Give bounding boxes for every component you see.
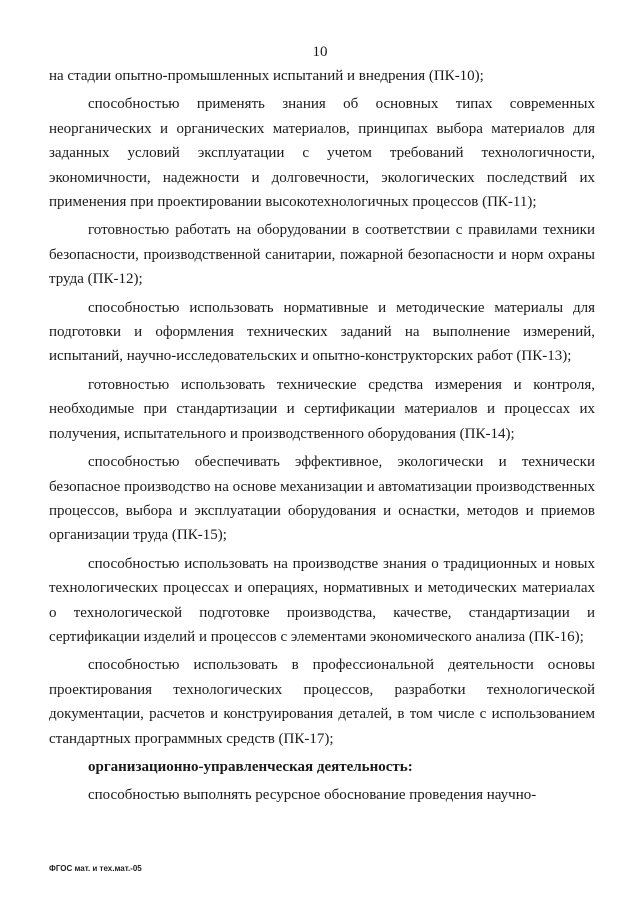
- document-body: [49, 64, 595, 808]
- paragraph-pk-16: способностью использовать на производстве знания о традиционных и новых технологических процессах и операциях, нормативных и методических материалах о технологической подготовке производства, качестве, стандартизации и сертификации изделий и процессов с элементами экономического анализа (ПК-16);: [49, 555, 595, 645]
- page-number: 10: [312, 44, 328, 60]
- paragraph-pk-14: готовностью использовать технические средства измерения и контроля, необходимые при стандартизации и сертификации материалов и процессах их получения, испытательного и производственного оборудования (ПК-14);: [49, 376, 595, 442]
- paragraph-pk-12: готовностью работать на оборудовании в соответствии с правилами техники безопасности, производственной санитарии, пожарной безопасности и норм охраны труда (ПК-12);: [49, 222, 595, 288]
- footer-label: ФГОС мат. и тех.мат.-05: [49, 864, 142, 873]
- paragraph-pk-17: способностью использовать в профессиональной деятельности основы проектирования технологических процессов, разработки технологической документации, расчетов и конструирования деталей, в том числе с использованием стандартных программных средств (ПК-17);: [49, 657, 595, 747]
- paragraph-continuation: на стадии опытно-промышленных испытаний и внедрения (ПК-10);: [49, 68, 484, 84]
- paragraph-pk-13: способностью использовать нормативные и методические материалы для подготовки и оформления технических заданий на выполнение измерений, испытаний, научно-исследовательских и опытно-конструкторских работ (ПК-13);: [49, 299, 595, 365]
- paragraph-pk-11: способностью применять знания об основных типах современных неорганических и органических материалов, принципах выбора материалов для заданных условий эксплуатации с учетом требований технологичности, экономичности, надежности и долговечности, экологических последствий их применения при проектировании высокотехнологичных процессов (ПК-11);: [49, 96, 595, 211]
- paragraph-pk-15: способностью обеспечивать эффективное, экологически и технически безопасное производство на основе механизации и автоматизации производственных процессов, выбора и эксплуатации оборудования и оснастки, методов и приемов организации труда (ПК-15);: [49, 454, 595, 544]
- paragraph-last: способностью выполнять ресурсное обоснование проведения научно-: [88, 787, 537, 804]
- section-heading: организационно-управленческая деятельность:: [88, 758, 413, 775]
